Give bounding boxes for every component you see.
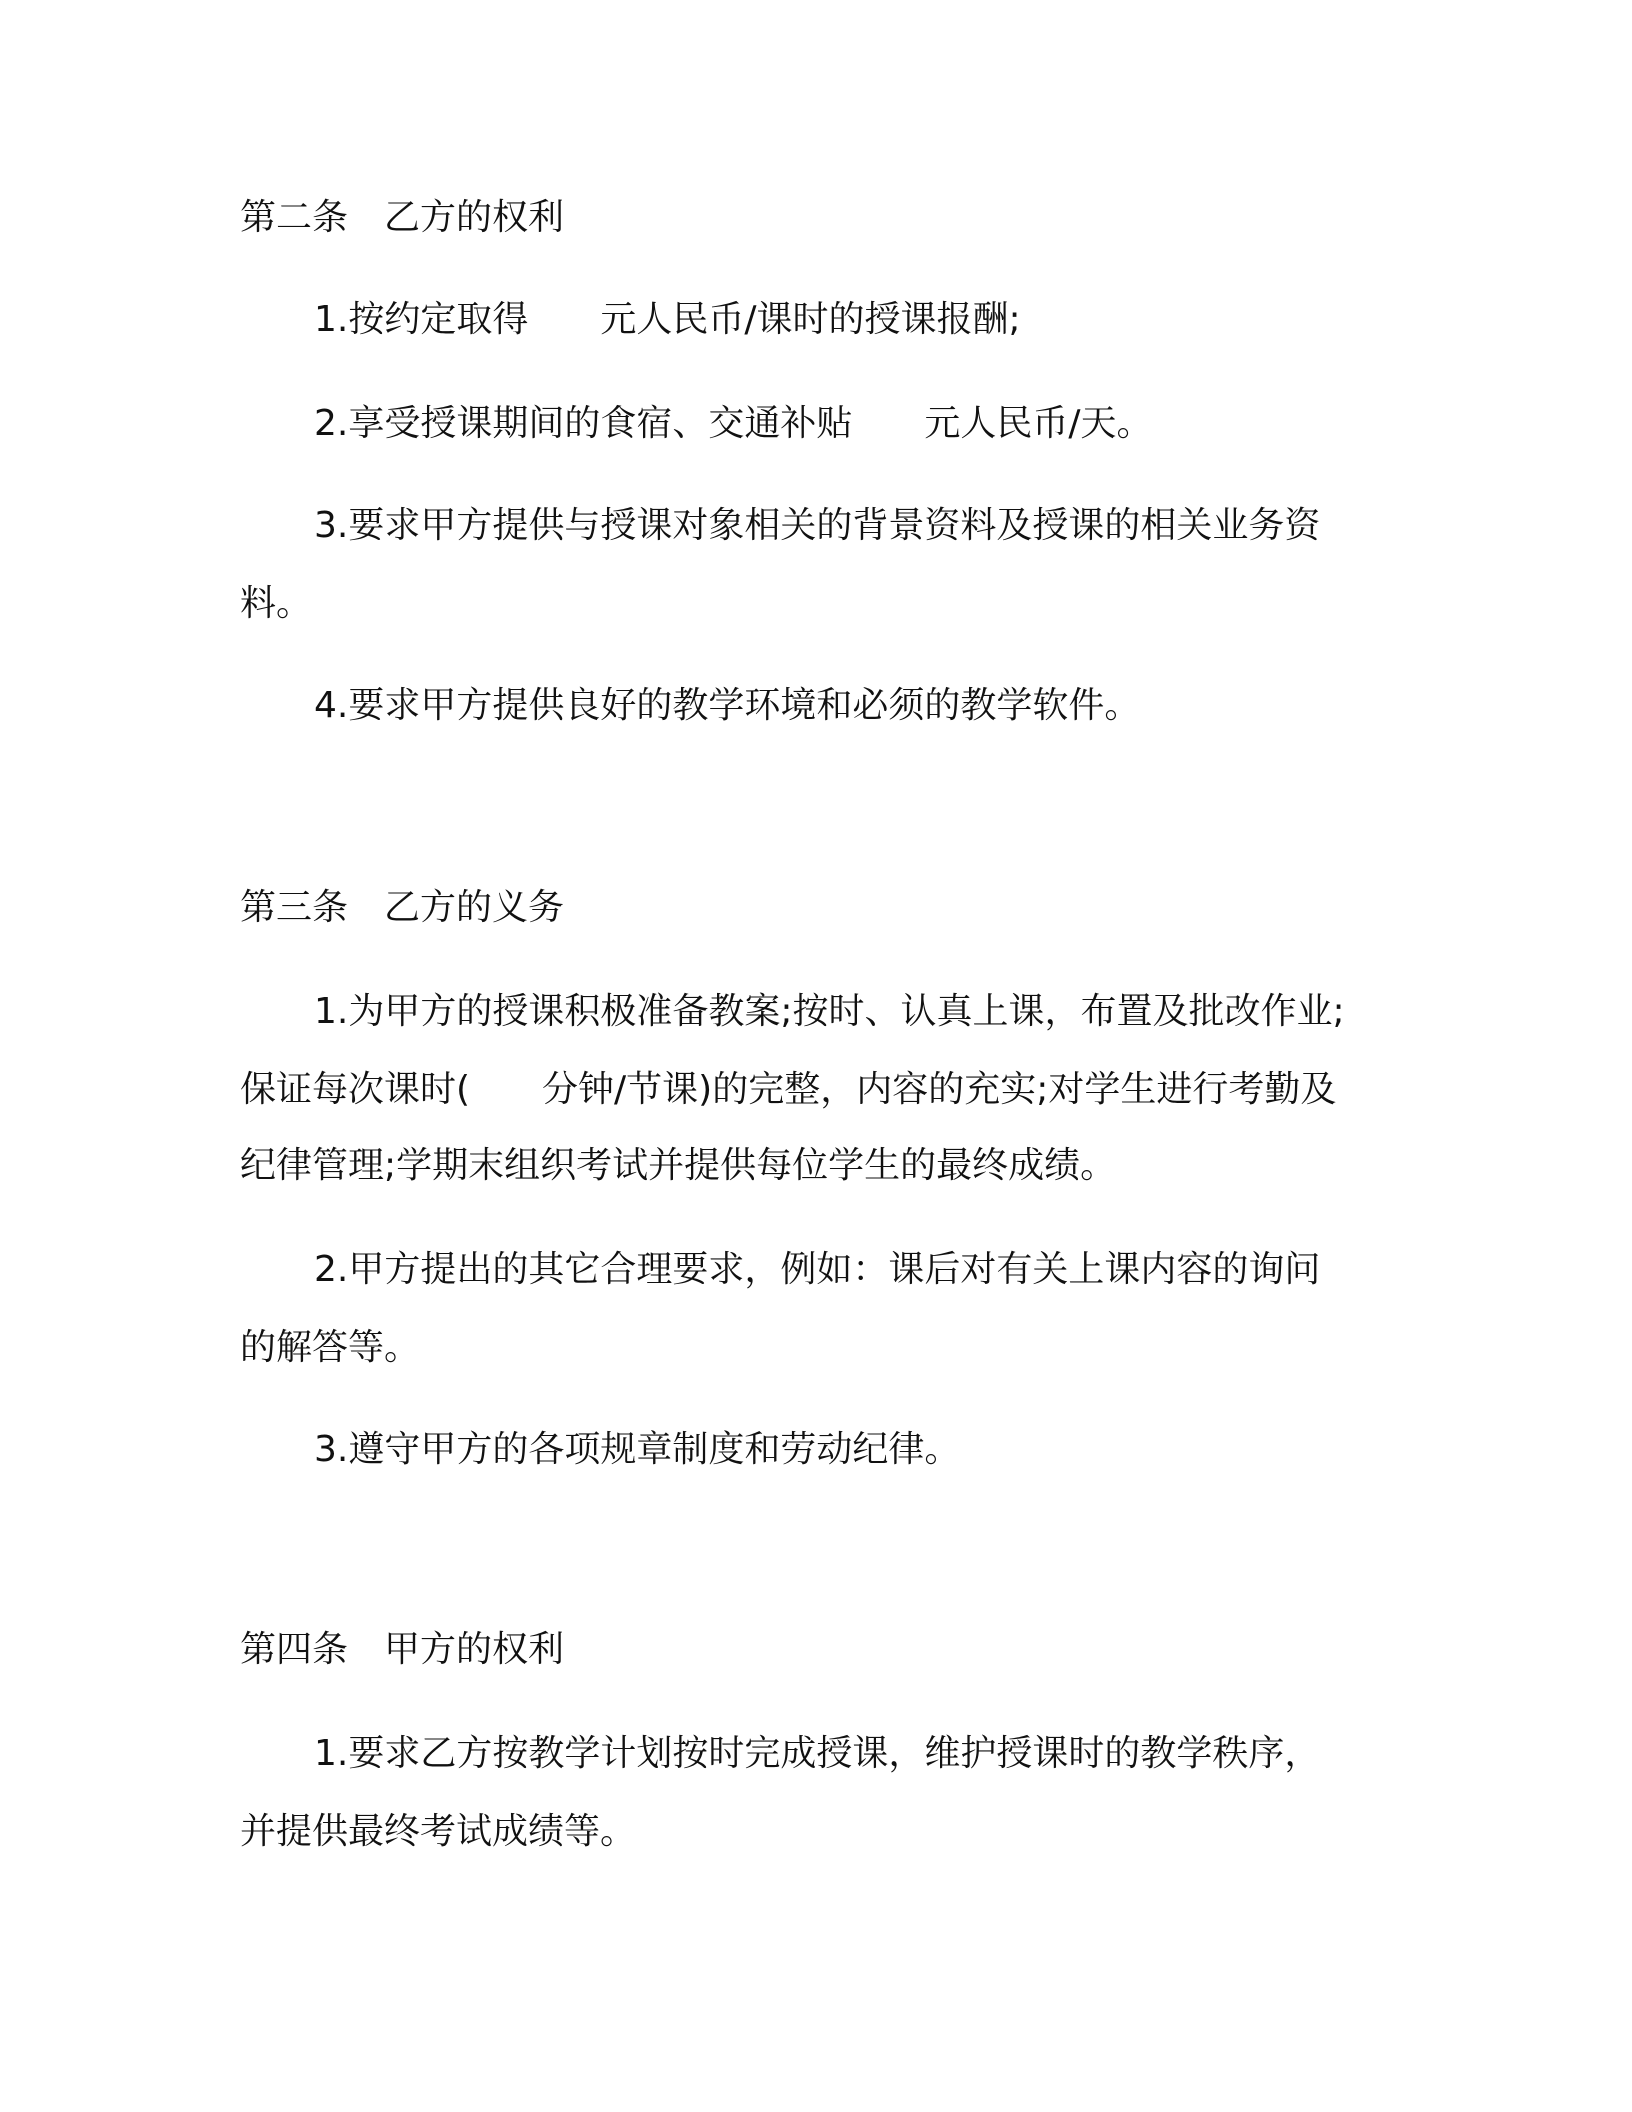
clause-item-continuation: 的解答等。	[240, 1327, 421, 1368]
clause-item: 3.要求甲方提供与授课对象相关的背景资料及授课的相关业务资	[314, 505, 1321, 546]
clause-item: 1.按约定取得 元人民币/课时的授课报酬;	[314, 299, 1021, 340]
clause-item: 2.享受授课期间的食宿、交通补贴 元人民币/天。	[314, 403, 1153, 444]
clause-item: 1.要求乙方按教学计划按时完成授课，维护授课时的教学秩序，	[314, 1733, 1321, 1774]
section-heading: 第四条 甲方的权利	[240, 1629, 565, 1670]
clause-item: 3.遵守甲方的各项规章制度和劳动纪律。	[314, 1429, 961, 1470]
clause-item-continuation: 纪律管理;学期末组织考试并提供每位学生的最终成绩。	[240, 1145, 1117, 1186]
clause-item: 1.为甲方的授课积极准备教案;按时、认真上课，布置及批改作业;	[314, 991, 1345, 1032]
clause-item: 2.甲方提出的其它合理要求，例如：课后对有关上课内容的询问	[314, 1249, 1321, 1290]
clause-item-continuation: 并提供最终考试成绩等。	[240, 1811, 637, 1852]
clause-item-continuation: 料。	[240, 583, 313, 624]
clause-item: 4.要求甲方提供良好的教学环境和必须的教学软件。	[314, 685, 1141, 726]
section-heading: 第三条 乙方的义务	[240, 887, 565, 928]
clause-item-continuation: 保证每次课时( 分钟/节课)的完整，内容的充实;对学生进行考勤及	[240, 1069, 1337, 1110]
section-heading: 第二条 乙方的权利	[240, 197, 565, 238]
